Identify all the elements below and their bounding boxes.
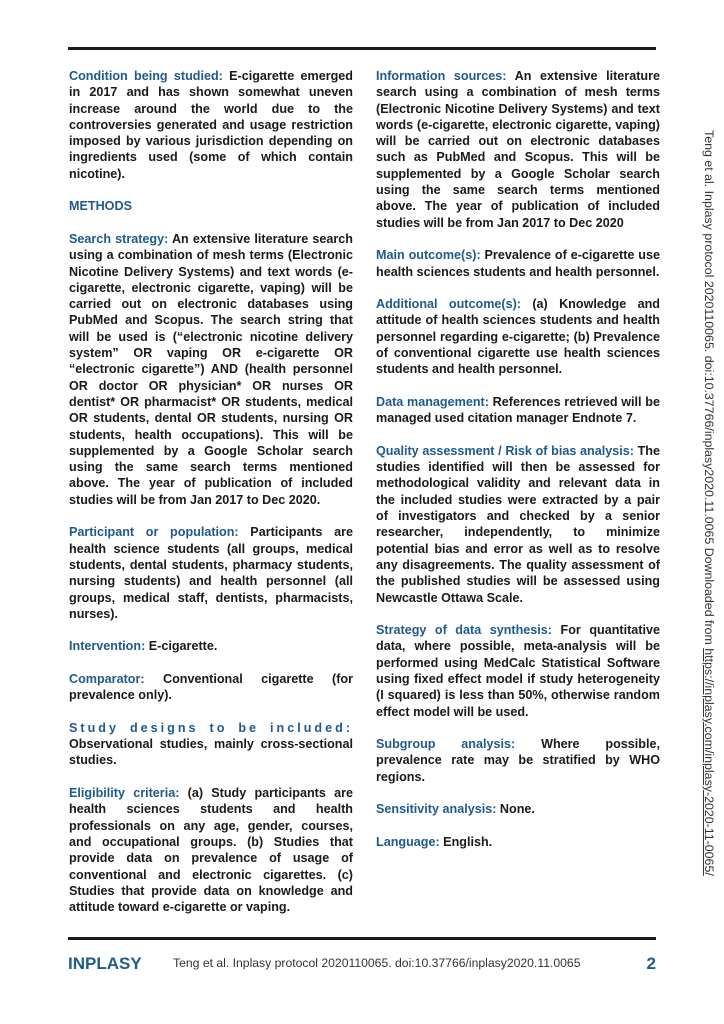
footer-rule xyxy=(68,937,656,940)
participants-section xyxy=(69,524,353,622)
information-sources-section xyxy=(376,68,660,231)
search-strategy-label: Search strategy: xyxy=(69,231,169,246)
participants-label: Participant or population: xyxy=(69,525,239,540)
side-download-note xyxy=(702,130,716,876)
comparator-text: Conventional cigarette (for prevalence only). xyxy=(69,671,353,703)
language-text: English. xyxy=(439,834,493,849)
information-sources-text: An extensive literature search using a combination of mesh terms (Electronic Nicotine Delivery Systems) and text words (e-cigarette, electronic cigarette, vaping) will be carried out on electronic databases such as PubMed and Scopus. This will be supplemented by a Google Scholar search using the same search terms mentioned above. The year of publication of included studies will be from Jan 2017 to Dec 2020 xyxy=(376,69,660,230)
header-rule xyxy=(68,47,656,50)
information-sources-label: Information sources: xyxy=(376,69,507,83)
language-section xyxy=(376,834,660,850)
search-strategy-text: An extensive literature search using a combination of mesh terms (Electronic Nicotine Delivery Systems) and text words (e-cigarette, electronic cigarette, vaping) will be carried out on electronic databases using PubMed and Scopus. The search string that will be used is (“electronic nicotine delivery system” OR vaping OR e-cigarette OR “electronic cigarette”) AND (health personnel OR doctor OR physician* OR nurses OR dentist* OR pharmacist* OR students, medical OR students, dental OR students, nursing OR students, health occupations). This will be supplemented by a Google Scholar search using the same search terms mentioned above. The year of publication of included studies will be from Jan 2017 to Dec 2020. xyxy=(69,231,353,507)
data-synthesis-section xyxy=(376,622,660,720)
intervention-text: E-cigarette. xyxy=(145,639,218,654)
quality-assessment-section xyxy=(376,443,660,606)
study-designs-section xyxy=(69,720,353,769)
right-column xyxy=(376,68,660,867)
main-outcomes-text: Prevalence of e-cigarette use health sciences students and health personnel. xyxy=(376,248,660,279)
language-label: Language: xyxy=(376,834,440,849)
sensitivity-label: Sensitivity analysis: xyxy=(376,802,497,817)
inplasy-logo: INPLASY xyxy=(68,954,142,973)
left-column xyxy=(69,68,353,932)
additional-outcomes-text: (a) Knowledge and attitude of health sciences students and health personnel regarding e-cigarette; (b) Prevalence of conventional cigarette use health sciences students and health personnel. xyxy=(376,297,660,377)
subgroup-label: Subgroup analysis: xyxy=(376,737,516,752)
additional-outcomes-label: Additional outcome(s): xyxy=(376,297,521,312)
intervention-section xyxy=(69,638,353,654)
subgroup-text: Where possible, prevalence rate may be stratified by WHO regions. xyxy=(376,737,660,784)
sensitivity-section xyxy=(376,801,660,817)
additional-outcomes-section xyxy=(376,296,660,377)
comparator-section xyxy=(69,671,353,704)
condition-section xyxy=(69,68,353,182)
data-management-section xyxy=(376,394,660,427)
quality-assessment-text: The studies identified will then be assessed for methodological validity and relevant data in the included studies were extracted by a pair of investigators and checked by a senior researcher, independently, to minimize potential bias and error as well as to resolve any disagreements. The quality assessment of the published studies will be assessed using Newcastle Ottawa Scale. xyxy=(376,443,661,605)
participants-text: Participants are health science students (all groups, medical students, dental students, pharmacy students, nursing students) and health personnel (all groups, medical staff, dentists, pharmacists, nurses). xyxy=(69,525,353,621)
quality-assessment-label: Quality assessment / Risk of bias analysis: xyxy=(376,443,634,458)
methods-heading: METHODS xyxy=(69,199,132,214)
search-strategy-section xyxy=(69,231,353,508)
main-outcomes-label: Main outcome(s): xyxy=(376,248,481,263)
study-designs-text: Observational studies, mainly cross-sectional studies. xyxy=(69,737,353,768)
data-management-label: Data management: xyxy=(376,394,489,409)
intervention-label: Intervention: xyxy=(69,639,146,654)
eligibility-section xyxy=(69,785,353,915)
subgroup-section xyxy=(376,736,660,785)
data-synthesis-text: For quantitative data, where possible, meta-analysis will be performed using MedCalc Statistical Software using fixed effect model if study heterogeneity (I squared) is less than 50%, otherwise random effect model will be used. xyxy=(376,623,660,719)
main-outcomes-section xyxy=(376,247,660,280)
condition-text: E-cigarette emerged in 2017 and has shown somewhat uneven increase around the world due to the controversies generated and usage restriction imposed by various jurisdiction depending on ingredients used (some of which contain nicotine). xyxy=(69,69,353,181)
eligibility-label: Eligibility criteria: xyxy=(69,786,180,801)
page-number: 2 xyxy=(646,954,656,973)
comparator-label: Comparator: xyxy=(69,671,145,686)
study-designs-label: Study designs to be included: xyxy=(69,720,353,735)
side-note-text: Teng et al. Inplasy protocol 2020110065. doi:10.37766/inplasy2020.11.0065 Downloaded from xyxy=(702,130,716,649)
page-footer xyxy=(68,954,656,978)
download-link[interactable]: https://inplasy.com/inplasy-2020-11-0065/ xyxy=(702,648,716,876)
condition-label: Condition being studied: xyxy=(69,69,223,83)
data-management-text: References retrieved will be managed used citation manager Endnote 7. xyxy=(376,394,660,426)
data-synthesis-label: Strategy of data synthesis: xyxy=(376,623,553,638)
footer-citation: Teng et al. Inplasy protocol 2020110065. doi:10.37766/inplasy2020.11.0065 xyxy=(173,956,581,970)
sensitivity-text: None. xyxy=(496,802,535,817)
eligibility-text: (a) Study participants are health sciences students and health professionals on any age, gender, courses, and occupational groups. (b) Studies that provide data on prevalence of usage of conventional and electronic cigarettes. (c) Studies that provide data on knowledge and attitude toward e-cigarette or vaping. xyxy=(69,786,353,915)
